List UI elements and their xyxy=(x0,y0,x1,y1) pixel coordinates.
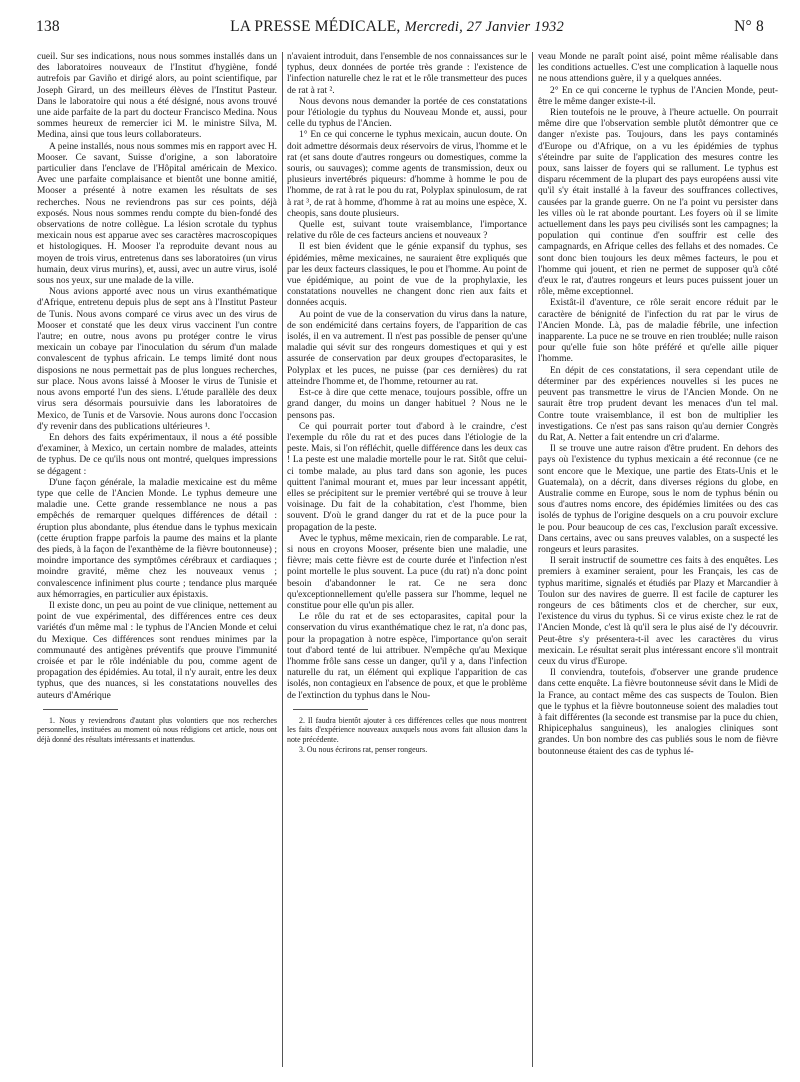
paragraph: Il est bien évident que le génie expansif du typhus, ses épidémies, même mexicaines, ne sauraient être expliqués que par les deux facteurs classiques, le pou et l'homme. Au point de vue épidémique, au point de vue de la prophylaxie, les constatations nouvelles ne changent donc rien aux faits et données acquis. xyxy=(287,242,527,309)
paragraph: Existât-il d'aventure, ce rôle serait encore réduit par le caractère de bénignité de l'infection du rat par le virus de l'Ancien Monde. Là, pas de maladie fébrile, une infection inapparente. La puce ne se trouve en rien troublée; nulle raison pour qu'elle fuie son hôte préféré et qu'elle aille piquer l'homme. xyxy=(538,298,778,365)
paragraph: veau Monde ne paraît point aisé, point même réalisable dans les conditions actuelles. C'est une complication à laquelle nous ne nous attendions guère, il y a quelques années. xyxy=(538,52,778,85)
paragraph: En dépit de ces constatations, il sera cependant utile de déterminer par des expériences nouvelles si les puces ne peuvent pas transmettre le virus de l'Ancien Monde. On ne saurait être trop prudent devant les menaces d'un tel mal. Contre toute vraisemblance, il est bon de multiplier les investigations. Ce n'est pas sans raison qu'au dernier Congrès du Rat, A. Netter a fait entendre un cri d'alarme. xyxy=(538,365,778,443)
paragraph: cueil. Sur ses indications, nous nous sommes installés dans un des laboratoires nouveaux de l'Institut d'hygiène, fondé autrefois par Gaviño et dirigé alors, au point scientifique, par Joseph Girard, un des meilleurs élèves de l'Institut Pasteur. Dans le laboratoire qui nous a été désigné, nous avons trouvé une aide parfaite de la part du docteur Francisco Medina. Nous sommes heureux de remercier ici M. le ministre Silva, M. Medina, ainsi que tous leurs collaborateurs. xyxy=(37,52,277,141)
issue-number: N° 8 xyxy=(734,18,764,35)
paragraph: Au point de vue de la conservation du virus dans la nature, de son endémicité dans certains foyers, de l'apparition de cas isolés, il en va autrement. Il n'est pas possible de penser qu'une maladie qui sévit sur des rongeurs domestiques et qui y est assurée de conservation par deux groupes d'ectoparasites, le Polyplax et les puces, ne puisse (par ces dernières) du rat atteindre l'homme et, de l'homme, retourner au rat. xyxy=(287,309,527,387)
footnote-separator xyxy=(43,709,118,710)
paragraph: Avec le typhus, même mexicain, rien de comparable. Le rat, si nous en croyons Mooser, présente bien une maladie, une fièvre; mais cette fièvre est de courte durée et l'infection n'est point mortelle le plus souvent. La puce (du rat) n'a donc point besoin d'abandonner le rat. Ce ne sera donc qu'exceptionnellement qu'elle passera sur l'homme, lequel ne constitue pour elle qu'un pis aller. xyxy=(287,533,527,611)
column-rule xyxy=(532,52,533,1067)
paragraph: Nous avions apporté avec nous un virus exanthématique d'Afrique, entretenu depuis plus de sept ans à l'Institut Pasteur de Tunis. Nous avons comparé ce virus avec un des virus de Mooser et constaté que les deux virus vaccinent l'un contre l'autre; en outre, nous avons pu protéger contre le virus mexicain un cobaye par l'inoculation du sérum d'un malade convalescent de typhus africain. Le temps limité dont nous disposions ne nous permettait pas de plus longues recherches, sur place. Nous avons laissé à Mooser le virus de Tunisie et nous avons emporté l'un des siens. L'étude parallèle des deux virus sera désormais poursuivie dans les laboratoires de Mexico, de Tunis et de Varsovie. Nous aurons donc l'occasion d'y revenir dans des publications ultérieures ¹. xyxy=(37,287,277,432)
paragraph: Il serait instructif de soumettre ces faits à des enquêtes. Les premiers à examiner seraient, pour les Français, les cas de typhus maritime, signalés et étudiés par Plazy et Marcandier à Toulon sur des navires de guerre. Il est facile de capturer les rongeurs de ces bâtiments clos et de chercher, sur eux, l'existence du virus du typhus. Si ce virus existe chez le rat de l'Ancien Monde, c'est là qu'il sera le plus aisé de l'y découvrir. Peut-être s'y présentera-t-il avec les caractères du virus mexicain. Le résultat serait plus intéressant encore s'il montrait ceux du virus d'Europe. xyxy=(538,556,778,667)
paragraph: Il conviendra, toutefois, d'observer une grande prudence dans cette enquête. La fièvre boutonneuse sévit dans le Midi de la France, au contact même des cas suspects de Toulon. Bien que le typhus et la fièvre boutonneuse soient des maladies tout à fait différentes (la seconde est transmise par la puce du chien, Rhipicephalus sanguineus), les analogies cliniques sont grandes. Un bon nombre des cas publiés sous le nom de fièvre boutonneuse étaient des cas de typhus lé- xyxy=(538,668,778,757)
paragraph: Rien toutefois ne le prouve, à l'heure actuelle. On pourrait même dire que l'observation semble plutôt démontrer que ce danger n'existe pas. Toujours, dans les pays contaminés d'Europe ou d'Afrique, on a vu les épidémies de typhus s'éteindre par suite de l'application des mesures contre les poux, sans laisser de foyers qui se rallument. Le typhus est disparu récemment de la plupart des pays européens aussi vite qu'il s'y était installé à la faveur des souffrances collectives, causées par la grande guerre. On ne l'a point vu persister dans les villes où le rat abonde pourtant. Les foyers où il se limite actuellement dans les pays peu civilisés sont les campagnes; la population qui continue d'en souffrir est celle des campagnards, en Afrique celles des fellahs et des nomades. Ce sont donc bien toujours les deux mêmes facteurs, le pou et l'homme qui jouent, et rien ne permet de supposer qu'à côté d'eux le rat, d'autres rongeurs et leurs puces puissent jouer un rôle, même exceptionnel. xyxy=(538,108,778,298)
journal-name: LA PRESSE MÉDICALE, xyxy=(230,18,401,35)
paragraph: Quelle est, suivant toute vraisemblance, l'importance relative du rôle de ces facteurs anciens et nouveaux ? xyxy=(287,220,527,242)
paragraph: Est-ce à dire que cette menace, toujours possible, offre un grand danger, du moins un danger habituel ? Nous ne le pensons pas. xyxy=(287,388,527,421)
footnote: 2. Il faudra bientôt ajouter à ces différences celles que nous montrent les faits d'expérience nouveaux auxquels nous avons fait allusion dans la note précédente. xyxy=(287,715,527,744)
paragraph: Ce qui pourrait porter tout d'abord à le craindre, c'est l'exemple du rôle du rat et des puces dans l'étiologie de la peste. Mais, si l'on réfléchit, quelle différence dans les deux cas ! La peste est une maladie mortelle pour le rat. Sitôt que celui-ci tombe malade, au plus tard dans son agonie, les puces quittent l'animal mourant et, mues par leur incessant appétit, elles se précipitent sur le premier vertébré qui se trouve à leur voisinage. Du fait de la cohabitation, c'est l'homme, bien souvent. D'où le grand danger du rat et de la puce pour la propagation de la peste. xyxy=(287,421,527,533)
column-1 xyxy=(37,52,277,1067)
column-2 xyxy=(287,52,527,1067)
page-number: 138 xyxy=(36,18,60,35)
paragraph: Nous devons nous demander la portée de ces constatations pour l'étiologie du typhus du Nouveau Monde et, aussi, pour celle du typhus de l'Ancien. xyxy=(287,96,527,130)
footnote-separator xyxy=(293,709,368,710)
footnote: 1. Nous y reviendrons d'autant plus volontiers que nos recherches personnelles, instituées au moment où nous rédigions cet article, nous ont déjà donné des résultats intéressants et inattendus. xyxy=(37,715,277,744)
paragraph: En dehors des faits expérimentaux, il nous a été possible d'examiner, à Mexico, un certain nombre de malades, atteints de typhus. De ce qu'ils nous ont montré, quelques impressions se dégagent : xyxy=(37,432,277,477)
paragraph: A peine installés, nous nous sommes mis en rapport avec H. Mooser. Ce savant, Suisse d'origine, a son laboratoire particulier dans l'enclave de l'Hôpital américain de Mexico. Avec une parfaite complaisance et bientôt une bonne amitié, Mooser a présenté à notre examen les résultats de ses recherches. Nous ne reviendrons pas sur ces points, déjà exposés. Nous nous sommes rendu compte du bien-fondé des observations de notre collègue. La lésion scrotale du typhus mexicain nous est apparue avec ses caractères macroscopiques et histologiques. H. Mooser l'a reproduite devant nous au moyen de trois virus, entretenus dans ses laboratoires (un virus humain, deux virus murins), et, aussi, avec un autre virus, isolé sous nos yeux, sur une malade de la ville. xyxy=(37,141,277,287)
paragraph: n'avaient introduit, dans l'ensemble de nos connaissances sur le typhus, deux données de portée très grande : l'existence de l'infection naturelle chez le rat et le rôle transmetteur des puces de rat à rat ². xyxy=(287,52,527,96)
paragraph: Il se trouve une autre raison d'être prudent. En dehors des pays où l'existence du typhus mexicain a été reconnue (ce ne sont encore que le Mexique, une partie des Etats-Unis et le Guatemala), on a décrit, dans diverses régions du globe, en Australie comme en Europe, sous le nom de typhus bénin ou sous d'autres noms encore, des épidémies limitées ou des cas isolés de typhus de l'origine desquels on a cru pouvoir exclure le pou. Pour beaucoup de ces cas, l'exclusion paraît excessive. Dans certains, avec ou sans preuves valables, on a suspecté les rongeurs et leurs parasites. xyxy=(538,444,778,555)
paragraph: Le rôle du rat et de ses ectoparasites, capital pour la conservation du virus exanthématique chez le rat, n'a donc pas, pour la propagation à notre espèce, l'importance qu'on serait tout d'abord tenté de lui attribuer. N'empêche qu'au Mexique l'homme frôle sans cesse un danger, qu'il y a, dans l'infection naturelle du rat, un élément qui explique l'apparition de cas isolés, non contagieux en l'absence de poux, et que le problème de l'extinction du typhus dans le Nou- xyxy=(287,612,527,701)
paragraph: D'une façon générale, la maladie mexicaine est du même type que celle de l'Ancien Monde. Le typhus demeure une maladie une. Cette grande ressemblance ne nous a pas empêchés de remarquer quelques différences de détail : éruption plus abondante, plus étendue dans le typhus mexicain (cette éruption frappe parfois la paume des mains et la plante des pieds, à la façon de l'exanthème de la fièvre boutonneuse) ; moindre importance des symptômes cérébraux et cardiaques ; moindre gravité, même chez les nouveaux venus ; convalescence infiniment plus courte ; tendance plus marquée aux hémorragies, en particulier aux épistaxis. xyxy=(37,477,277,600)
paragraph: Il existe donc, un peu au point de vue clinique, nettement au point de vue expérimental, des différences entre ces deux variétés d'un même mal : le typhus de l'Ancien Monde et celui du Mexique. Ces différences sont rendues minimes par la communauté des antigènes préventifs que prouve l'immunité croisée et par le rôle indéniable du pou, comme agent de propagation des épidémies. Au total, il n'y aurait, entre les deux typhus, que des nuances, si les constatations nouvelles des auteurs d'Amérique xyxy=(37,600,277,701)
column-rule xyxy=(282,52,283,1067)
page-header xyxy=(36,18,764,40)
column-3 xyxy=(538,52,778,1067)
footnote: 3. Ou nous écrirons rat, penser rongeurs. xyxy=(299,744,428,754)
paragraph: 1° En ce qui concerne le typhus mexicain, aucun doute. On doit admettre désormais deux réservoirs de virus, l'homme et le rat (et sans doute d'autres rongeurs ou domestiques, comme la souris, ou sauvages); comme agents de transmission, deux ou plusieurs invertébrés piqueurs: d'homme à homme le pou de l'homme, de rat à rat le pou du rat, Polyplax spinulosum, de rat à rat ³, de rat à homme, d'homme à rat au moins une espèce, X. cheopis, sans doute plusieurs. xyxy=(287,130,527,219)
running-title xyxy=(230,18,564,36)
issue-date: Mercredi, 27 Janvier 1932 xyxy=(404,19,564,35)
paragraph: 2° En ce qui concerne le typhus de l'Ancien Monde, peut-être le même danger existe-t-il. xyxy=(538,85,778,107)
